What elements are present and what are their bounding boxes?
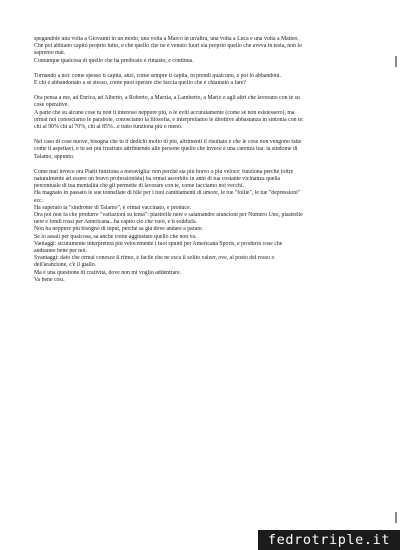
text-line: Ha superato la "sindrome di Talamo", è ormai vaccinato, e produce. xyxy=(34,204,191,211)
paragraph xyxy=(34,169,369,284)
paragraph xyxy=(34,36,369,65)
text-line: Talamo, appunto. xyxy=(34,153,75,160)
text-line: Che poi abbiano capito proprio tutto, e che quello che ne è venuto fuori sia proprio quello che aveva in testa, non lo xyxy=(34,43,302,50)
text-line: Ora poi non fa che produrre "variazioni su tema": piastrelle nere e salamandre arancioni per Numero Uno, piastrelle xyxy=(34,212,303,219)
text-line: naturalmente ad essere un bravo professionista) ha ormai assorbito in anni di tua costante vicinanza quella xyxy=(34,176,281,183)
text-line: Ha magnato in passato le sue tonnellate di bile per i tuoi cambiamenti di umore, le tue "follie", le tue "depressioni" xyxy=(34,190,301,197)
text-line: cose operative. xyxy=(34,102,69,109)
site-watermark: fedrotriple.it xyxy=(258,530,400,550)
text-line: Ora pensa a me, ad Enrica, ad Alberto, a Roberto, a Marzia, a Lamberto, a Mario e agli altri che lavorano con te su xyxy=(34,95,300,102)
scan-edge-mark-bottom xyxy=(395,512,397,523)
text-line: Comunque qualcosa di quello che ha predicato è rimasto, e continua. xyxy=(34,57,194,64)
text-line: Non ha neppure più bisogno di input, perchè sa già dove andare a parare. xyxy=(34,226,204,233)
text-line: ormai noi conosciamo le parabole, conosciamo la filosofia, e interpretiamo le direttive abbastanza in sintonia con te: xyxy=(34,116,304,123)
text-line: Ma è una questione di crativitá, dove non mi voglio addentrare. xyxy=(34,269,182,276)
text-line: Nel caso di cose nuove, bisogna che tu ti dedichi molto di più, altrimenti il risultato è che le cose non vengono fatte xyxy=(34,139,302,146)
text-line: ecc. xyxy=(34,197,44,204)
text-line: A parte che su alcune cose tu non ti interessi neppure più, o le eviti accuratamente (come se non esistessero), ma xyxy=(34,109,295,116)
document-body xyxy=(34,36,369,284)
text-line: E chi è abbandonato a se stesso, come puoi sperare che faccia quello che è chiamato a fare? xyxy=(34,80,247,87)
text-line: Va bene così. xyxy=(34,276,65,283)
text-line: Se lo assali per qualcosa, sa anche come aggiustare quello che non va. xyxy=(34,233,197,240)
scan-edge-mark-top xyxy=(395,56,397,67)
text-line: nere e fondi rossi per Americana...ha capito ciò che vuoi, e ti soddisfa. xyxy=(34,219,198,226)
text-line: Come mai invece ora Piatti funziona a meraviglia: non perchè sia più bravo o più veloce: funziona perchè (oltre xyxy=(34,168,294,175)
text-line: spegandole una volta a Giovanni in un modo, una volta a Marco in un'altra, una volta a Luca e una volta a Matteo. xyxy=(34,36,299,42)
text-line: Svantaggi: dato che ormai conosce il ritmo, è facile che ne esca il solito valzer, ove, al posto del rosso o xyxy=(34,255,275,262)
text-line: come ti aspettavi, e tu sei più frustrato attribuendo alle persone quello che invece è una carenza tua: la sindome di xyxy=(34,146,298,153)
text-line: chi al 90% chi al 70%, chi al 85%...e tutto funziona più o meno. xyxy=(34,124,183,131)
text-line: dell'arancione, c'è il giallo. xyxy=(34,262,97,269)
paragraph xyxy=(34,139,369,161)
text-line: Vantaggi: sicuramente interpreterà più velocemente i tuoi spunti per Americana Sports, e produrrà cose che xyxy=(34,240,283,247)
text-line: Tornando a noi: come spesso ti capita, anzi, come sempre ti capita, tu prendi qualcuno, e poi lo abbandoni. xyxy=(34,72,282,79)
text-line: percentuale di tua mentalità che gli permette di lavorare con te, come facciamo noi vecchi. xyxy=(34,183,244,190)
paragraph xyxy=(34,95,369,131)
text-line: andranno bene per noi. xyxy=(34,248,88,255)
text-line: sapremo mai. xyxy=(34,50,66,57)
paragraph xyxy=(34,73,369,87)
